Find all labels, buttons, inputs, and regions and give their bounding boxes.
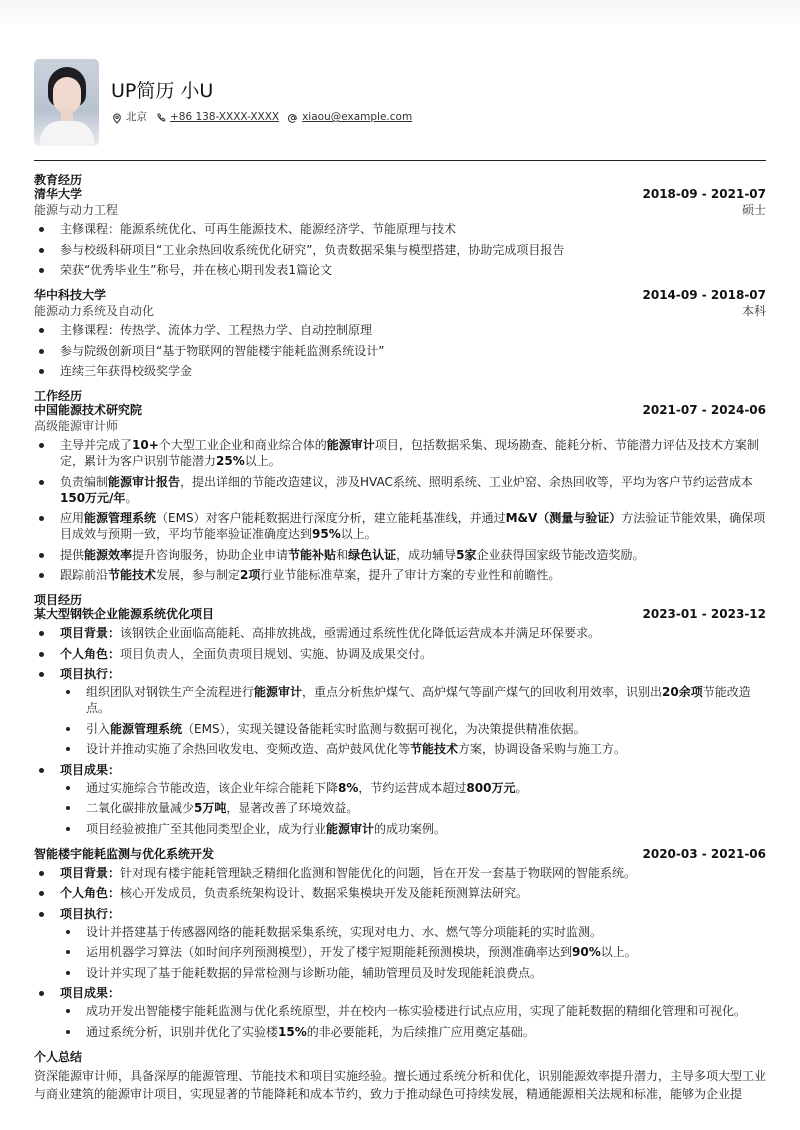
bullet-item	[60, 924, 766, 940]
emphasis-text: 95%	[312, 527, 341, 541]
section-title: 教育经历	[34, 173, 83, 187]
text-run: ，提出详细的节能改造建议，涉及HVAC系统、照明系统、工业炉窑、余热回收等，平均为客户节约运营成本	[180, 474, 753, 489]
text-run: 设计并搭建基于传感器网络的能耗数据采集系统，实现对电力、水、燃气等分项能耗的实时监测。	[86, 924, 603, 939]
text-run: 引入	[86, 721, 111, 736]
email-link[interactable]: xiaou@example.com	[302, 111, 413, 124]
text-run: 应用	[60, 511, 85, 525]
text-run: 行业节能标准草案，提升了审计方案的专业性和前瞻性。	[260, 568, 561, 582]
text-run: 项目，包括数据采集、现场勘查、能耗分析、节能潜力评估及技术方案制定，累计为客户识别节能潜力	[60, 438, 759, 468]
emphasis-text: 5万吨	[194, 801, 227, 815]
contact-row	[111, 110, 420, 126]
text-run: 通过实施综合节能改造，该企业年综合能耗下降	[86, 780, 339, 795]
bullet-list	[34, 322, 766, 379]
entry-header	[34, 403, 766, 418]
text-run: 提升咨询服务，协助企业申请	[132, 547, 289, 562]
project-detail-item	[34, 762, 766, 837]
contact-email[interactable]	[287, 110, 412, 126]
bullet-list	[60, 924, 766, 981]
text-run: 主导并完成了	[60, 438, 133, 452]
text-run: ，显著改善了环境效益。	[226, 801, 359, 815]
text-run: 和	[336, 547, 349, 562]
emphasis-text: 节能技术	[108, 568, 157, 582]
detail-label: 项目成果：	[60, 986, 121, 1000]
bullet-item	[34, 221, 766, 237]
project-detail-item	[34, 985, 766, 1040]
emphasis-text: 2项	[240, 568, 261, 582]
text-run: 成功开发出智能楼宇能耗监测与优化系统原型，并在校内一栋实验楼进行试点应用，实现了能耗数据的精细化管理和可视化。	[86, 1004, 747, 1018]
degree: 硕士	[741, 203, 766, 217]
text-run: 参与校级科研项目“工业余热回收系统优化研究”，负责数据采集与模型搭建，协助完成项目报告	[60, 242, 565, 257]
bullet-item	[60, 1003, 766, 1019]
emphasis-text: 90%	[572, 945, 601, 959]
school-name: 清华大学	[34, 187, 83, 201]
education-section	[34, 173, 766, 379]
bullet-item	[60, 684, 766, 716]
project-detail-list	[34, 625, 766, 837]
major: 能源动力系统及自动化	[34, 304, 155, 318]
header-info	[111, 78, 420, 126]
emphasis-text: 能源管理系统	[110, 721, 183, 736]
emphasis-text: 800万元	[466, 780, 516, 795]
emphasis-text: 节能技术	[410, 742, 459, 756]
entry-header	[34, 847, 766, 862]
candidate-name: UP简历 小U	[111, 80, 214, 103]
project-detail-item	[34, 646, 766, 662]
detail-label: 项目执行：	[60, 906, 121, 921]
text-run: （EMS）对客户能耗数据进行深度分析，建立能耗基准线，并通过	[156, 511, 506, 525]
bullet-item	[60, 1024, 766, 1040]
text-run: 设计并实现了基于能耗数据的异常检测与诊断功能，辅助管理员及时发现能耗浪费点。	[86, 965, 543, 980]
text-run: 以上。	[340, 527, 377, 541]
emphasis-text: 8%	[338, 780, 359, 795]
emphasis-text: 能源管理系统	[84, 511, 157, 525]
emphasis-text: 节能补贴	[288, 547, 337, 562]
phone-icon	[155, 113, 166, 124]
emphasis-text: M&V（测量与验证）	[505, 511, 622, 525]
bullet-item	[34, 343, 766, 359]
text-run: 主修课程：传热学、流体力学、工程热力学、自动控制原理	[60, 323, 373, 337]
text-run: 负责编制	[60, 474, 109, 489]
emphasis-text: 能源审计	[326, 821, 375, 836]
text-run: 的成功案例。	[374, 821, 447, 836]
project-name: 某大型钢铁企业能源系统优化项目	[34, 607, 215, 621]
entry-header	[34, 607, 766, 622]
date-range: 2018-09 - 2021-07	[642, 187, 766, 201]
project-detail-item	[34, 625, 766, 641]
text-run: （EMS），实现关键设备能耗实时监测与数据可视化，为决策提供精准依据。	[182, 721, 586, 736]
entry-subheader	[34, 202, 766, 218]
work-section	[34, 389, 766, 583]
bullet-item	[34, 474, 766, 506]
detail-label: 项目背景：	[60, 865, 121, 880]
emphasis-text: 10+	[132, 438, 159, 452]
bullet-list	[34, 221, 766, 278]
text-run: 以上。	[244, 454, 281, 468]
bullet-item	[34, 547, 766, 563]
section-title: 个人总结	[34, 1049, 83, 1064]
text-run: 主修课程：能源系统优化、可再生能源技术、能源经济学、节能原理与技术	[60, 222, 457, 236]
text-run: 组织团队对钢铁生产全流程进行	[86, 685, 255, 699]
detail-label: 个人角色：	[60, 886, 121, 900]
emphasis-text: 15%	[278, 1024, 307, 1039]
job-title: 高级能源审计师	[34, 419, 119, 433]
bullet-list	[60, 684, 766, 757]
work-entry	[34, 403, 766, 583]
text-run: 节能改造点。	[86, 685, 751, 715]
text-run: 方法验证节能效果，确保项目成效与预期一致，平均节能率验证准确度达到	[60, 511, 766, 541]
text-run: 参与院级创新项目“基于物联网的智能楼宇能耗监测系统设计”	[60, 343, 385, 358]
projects-section	[34, 593, 766, 1040]
map-pin-icon	[111, 113, 122, 124]
profile-photo	[34, 59, 99, 146]
bullet-item	[60, 721, 766, 737]
text-run: 核心开发成员，负责系统架构设计、数据采集模块开发及能耗预测算法研究。	[120, 886, 529, 900]
degree: 本科	[741, 304, 766, 318]
at-sign-icon	[287, 113, 298, 124]
text-run: 连续三年获得校级奖学金	[60, 364, 193, 378]
bullet-item	[60, 965, 766, 981]
text-run: 方案，协调设备采购与施工方。	[458, 742, 627, 756]
text-run: 。	[515, 780, 528, 795]
summary-section	[34, 1050, 766, 1103]
project-detail-item	[34, 865, 766, 881]
text-run: 个大型工业企业和商业综合体的	[158, 438, 327, 452]
bullet-list	[60, 780, 766, 837]
text-run: 提供	[60, 547, 85, 562]
bullet-item	[34, 322, 766, 338]
detail-label: 项目成果：	[60, 762, 121, 777]
entry-header	[34, 288, 766, 303]
contact-location	[111, 110, 147, 126]
education-entry	[34, 288, 766, 379]
text-run: 运用机器学习算法（如时间序列预测模型），开发了楼宇短期能耗预测模块，预测准确率达到	[86, 945, 573, 959]
text-run: 项目经验被推广至其他同类型企业，成为行业	[86, 821, 327, 836]
resume-page	[34, 58, 766, 1103]
school-name: 华中科技大学	[34, 288, 107, 302]
date-range: 2014-09 - 2018-07	[642, 288, 766, 302]
bullet-item	[34, 262, 766, 278]
bullet-item	[60, 821, 766, 837]
detail-label: 个人角色：	[60, 646, 121, 661]
text-run: 该钢铁企业面临高能耗、高排放挑战，亟需通过系统性优化降低运营成本并满足环保要求。	[120, 626, 601, 640]
bullet-list	[34, 437, 766, 583]
emphasis-text: 能源审计	[326, 438, 375, 452]
text-run: 企业获得国家级节能改造奖励。	[476, 547, 645, 562]
text-run: 发展，参与制定	[156, 568, 241, 582]
date-range: 2020-03 - 2021-06	[642, 846, 766, 861]
text-run: 跟踪前沿	[60, 568, 109, 582]
contact-phone[interactable]	[155, 110, 279, 126]
emphasis-text: 5家	[456, 547, 477, 562]
text-run: ，成功辅导	[396, 547, 457, 562]
entry-header	[34, 187, 766, 202]
bullet-item	[34, 510, 766, 542]
project-entry	[34, 607, 766, 837]
project-name: 智能楼宇能耗监测与优化系统开发	[34, 846, 215, 861]
emphasis-text: 25%	[216, 454, 245, 468]
project-detail-item	[34, 666, 766, 757]
project-detail-list	[34, 865, 766, 1040]
bullet-item	[34, 567, 766, 583]
detail-label: 项目执行：	[60, 667, 121, 681]
phone-link[interactable]: +86 138-XXXX-XXXX	[170, 111, 280, 124]
section-title: 项目经历	[34, 593, 83, 607]
emphasis-text: 能源审计	[254, 685, 303, 699]
emphasis-text: 20余项	[662, 685, 703, 699]
resume-header	[34, 58, 766, 146]
emphasis-text: 绿色认证	[348, 547, 397, 562]
project-detail-item	[34, 906, 766, 981]
text-run: 二氧化碳排放量减少	[86, 801, 195, 815]
text-run: 荣获“优秀毕业生”称号，并在核心期刊发表1篇论文	[60, 263, 333, 277]
entry-subheader	[34, 303, 766, 319]
text-run: 。	[125, 490, 138, 505]
text-run: ，重点分析焦炉煤气、高炉煤气等副产煤气的回收利用效率，识别出	[302, 685, 663, 699]
location-text: 北京	[126, 111, 147, 124]
summary-text: 资深能源审计师，具备深厚的能源管理、节能技术和项目实施经验。擅长通过系统分析和优化，识别能源效率提升潜力，主导多项大型工业与商业建筑的能源审计项目，实现显著的节能降耗和成本节约，致力于推动绿色可持续发展，精通能源相关法规和标准，能够为企业提	[34, 1068, 767, 1101]
date-range: 2021-07 - 2024-06	[642, 403, 766, 417]
text-run: ，节约运营成本超过	[358, 780, 467, 795]
detail-label: 项目背景：	[60, 626, 121, 640]
top-strip	[0, 0, 800, 24]
bullet-item	[60, 800, 766, 816]
education-entry	[34, 187, 766, 278]
bullet-item	[34, 242, 766, 258]
emphasis-text: 能源审计报告	[108, 474, 181, 489]
bullet-item	[34, 363, 766, 379]
text-run: 通过系统分析，识别并优化了实验楼	[86, 1024, 279, 1039]
bullet-item	[60, 741, 766, 757]
date-range: 2023-01 - 2023-12	[642, 607, 766, 621]
company-name: 中国能源技术研究院	[34, 403, 143, 417]
text-run: 设计并推动实施了余热回收发电、变频改造、高炉鼓风优化等	[86, 742, 411, 756]
emphasis-text: 150万元/年	[60, 490, 126, 505]
bullet-item	[60, 944, 766, 960]
major: 能源与动力工程	[34, 203, 119, 217]
text-run: 以上。	[600, 945, 637, 959]
project-detail-item	[34, 885, 766, 901]
header-divider	[34, 160, 766, 161]
text-run: 的非必要能耗，为后续推广应用奠定基础。	[306, 1024, 535, 1039]
section-title: 工作经历	[34, 389, 83, 403]
bullet-list	[60, 1003, 766, 1040]
bullet-item	[34, 437, 766, 469]
text-run: 项目负责人，全面负责项目规划、实施、协调及成果交付。	[120, 646, 433, 661]
text-run: 针对现有楼宇能耗管理缺乏精细化监测和智能优化的问题，旨在开发一套基于物联网的智能系统。	[120, 865, 637, 880]
bullet-item	[60, 780, 766, 796]
project-entry	[34, 847, 766, 1040]
emphasis-text: 能源效率	[84, 547, 133, 562]
